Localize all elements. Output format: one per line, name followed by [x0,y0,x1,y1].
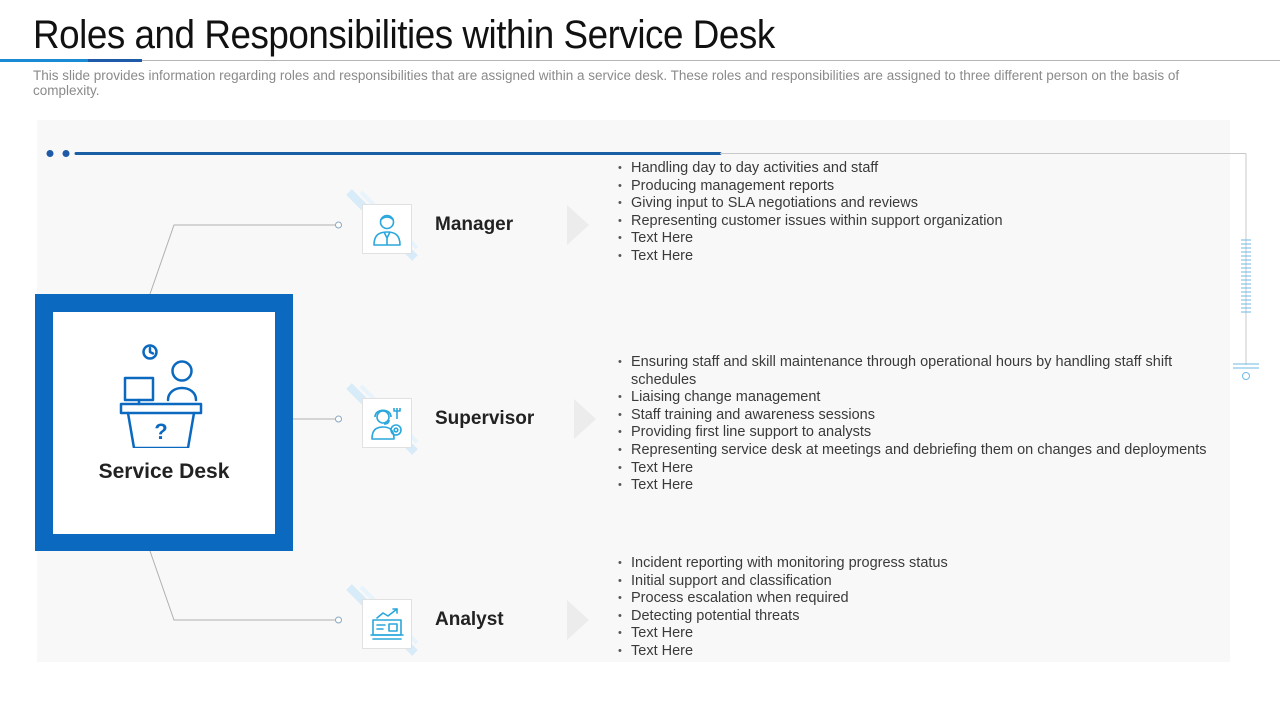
list-item: • Handling day to day activities and staff [618,160,1218,178]
service-desk-label: Service Desk [98,460,230,483]
list-item: • Text Here [618,230,1218,248]
analyst-responsibilities [618,555,1218,661]
manager-icon-badge [347,190,417,260]
connector-analyst [150,551,336,620]
list-item: • Detecting potential threats [618,608,1218,626]
slide-title: Roles and Responsibilities within Service Desk [33,13,775,57]
svg-text:?: ? [154,419,168,444]
supervisor-icon-badge [347,384,417,454]
list-item: • Text Here [618,643,1218,661]
supervisor-icon [369,405,405,441]
analyst-label: Analyst [435,609,504,630]
supervisor-label: Supervisor [435,408,535,429]
manager-label: Manager [435,214,514,235]
chevron-right-icon [567,205,589,245]
list-item: • Text Here [618,460,1218,478]
list-item: • Text Here [618,625,1218,643]
list-item: • Representing service desk at meetings and debriefing them on changes and deployments [618,442,1218,460]
analyst-icon-badge [347,585,417,655]
analyst-icon [369,606,405,642]
service-desk-node [35,294,293,551]
timeline-end-node [1243,373,1250,380]
chevron-right-icon [567,600,589,640]
list-item: • Initial support and classification [618,573,1218,591]
list-item: • Liaising change management [618,389,1218,407]
timeline-dot [63,150,70,157]
list-item: • Staff training and awareness sessions [618,407,1218,425]
service-desk-icon [116,338,216,448]
list-item: • Ensuring staff and skill maintenance through operational hours by handling staff shift schedules [618,354,1218,389]
list-item: • Providing first line support to analysts [618,424,1218,442]
list-item: • Giving input to SLA negotiations and reviews [618,195,1218,213]
connector-manager [150,225,336,294]
timeline-dot [47,150,54,157]
manager-icon [369,211,405,247]
chevron-right-icon [574,399,596,439]
list-item: • Representing customer issues within support organization [618,213,1218,231]
supervisor-responsibilities [618,354,1218,495]
list-item: • Producing management reports [618,178,1218,196]
list-item: • Process escalation when required [618,590,1218,608]
list-item: • Text Here [618,477,1218,495]
list-item: • Text Here [618,248,1218,266]
manager-responsibilities [618,160,1218,266]
service-desk-card [53,312,275,534]
list-item: • Incident reporting with monitoring progress status [618,555,1218,573]
slide-subtitle: This slide provides information regarding roles and responsibilities that are assigned within a service desk. These roles and responsibilities are assigned to three different person on the basis of complexity. [33,68,1180,98]
